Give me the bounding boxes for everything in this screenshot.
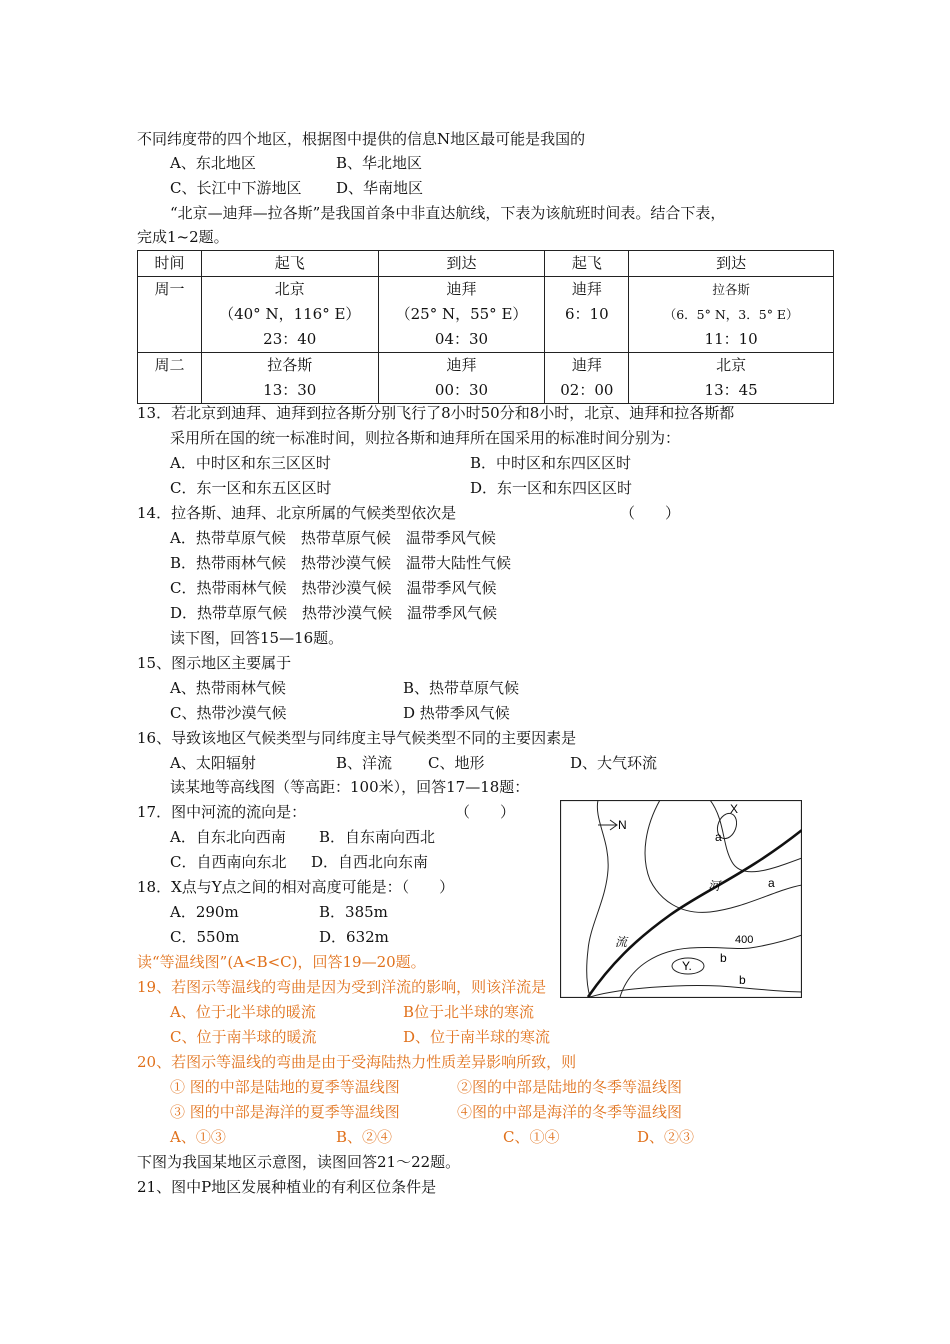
q19-option-a: A、位于北半球的暖流 — [170, 1003, 316, 1021]
q18-option-b: B．385m — [319, 903, 388, 921]
q13-option-a: A．中时区和东三区区时 — [170, 454, 331, 472]
intro-option-b: B、华北地区 — [336, 154, 423, 172]
header-arrive-2: 到达 — [629, 251, 834, 277]
contour-label-a1: a — [715, 830, 722, 844]
q16-option-c: C、地形 — [428, 754, 485, 772]
q18-stem: 18．X点与Y点之间的相对高度可能是：（ ） — [137, 878, 455, 896]
table-cell: 迪拜 00：30 — [378, 353, 545, 404]
flight-intro-line2: 完成1~2题。 — [137, 228, 229, 246]
q14-option-b: B．热带雨林气候 热带沙漠气候 温带大陆性气候 — [170, 554, 512, 572]
read-21-22: 下图为我国某地区示意图，读图回答21～22题。 — [137, 1153, 461, 1171]
q21-stem: 21、图中P地区发展种植业的有利区位条件是 — [137, 1178, 437, 1196]
q19-option-c: C、位于南半球的暖流 — [170, 1028, 317, 1046]
table-cell: 北京 13：45 — [629, 353, 834, 404]
q15-option-a: A、热带雨林气候 — [170, 679, 286, 697]
q13-stem-2: 采用所在国的统一标准时间，则拉各斯和迪拜所在国采用的标准时间分别为： — [170, 429, 681, 447]
q17-stem: 17．图中河流的流向是： — [137, 803, 307, 821]
q16-option-a: A、太阳辐射 — [170, 754, 256, 772]
map-frame — [561, 801, 802, 998]
q20-option-b: B、②④ — [336, 1128, 393, 1146]
q20-statement-3: ③ 图的中部是海洋的夏季等温线图 — [170, 1103, 400, 1121]
table-cell: 迪拜 6：10 — [545, 277, 629, 353]
q14-option-d: D．热带草原气候 热带沙漠气候 温带季风气候 — [170, 604, 498, 622]
q19-stem: 19、若图示等温线的弯曲是因为受到洋流的影响，则该洋流是 — [137, 978, 547, 996]
point-x-label: X — [730, 802, 739, 816]
intro-option-d: D、华南地区 — [336, 179, 424, 197]
read-19-20: 读“等温线图”(A<B<C)，回答19—20题。 — [137, 953, 426, 971]
q14-stem: 14．拉各斯、迪拜、北京所属的气候类型依次是 — [137, 504, 457, 522]
contour-label-b1: b — [720, 951, 727, 965]
q17-answer-paren: （ ） — [455, 803, 516, 821]
table-cell: 迪拜 （25° N，55° E） 04：30 — [378, 277, 545, 353]
q17-option-c: C．自西南向东北 — [170, 853, 287, 871]
table-row — [138, 353, 834, 404]
contour-label-400: 400 — [735, 934, 754, 946]
table-cell: 拉各斯 13：30 — [201, 353, 378, 404]
q15-stem: 15、图示地区主要属于 — [137, 654, 292, 672]
intro-option-c: C、长江中下游地区 — [170, 179, 302, 197]
q15-option-d: D 热带季风气候 — [403, 704, 510, 722]
intro-option-a: A、东北地区 — [170, 154, 256, 172]
q17-option-b: B．自东南向西北 — [319, 828, 436, 846]
q20-option-d: D、②③ — [637, 1128, 695, 1146]
q20-option-a: A、①③ — [170, 1128, 226, 1146]
header-arrive-1: 到达 — [378, 251, 545, 277]
flight-schedule-table — [137, 250, 834, 404]
q17-option-a: A．自东北向西南 — [170, 828, 286, 846]
q17-option-d: D．自西北向东南 — [311, 853, 429, 871]
q14-option-a: A．热带草原气候 热带草原气候 温带季风气候 — [170, 529, 496, 547]
q16-option-d: D、大气环流 — [570, 754, 658, 772]
q13-option-b: B．中时区和东四区区时 — [470, 454, 632, 472]
table-header-row — [138, 251, 834, 277]
q20-statement-4: ④图的中部是海洋的冬季等温线图 — [457, 1103, 683, 1121]
q19-option-d: D、位于南半球的寒流 — [403, 1028, 551, 1046]
q20-statement-2: ②图的中部是陆地的冬季等温线图 — [457, 1078, 683, 1096]
table-cell: 北京 （40° N，116° E） 23：40 — [201, 277, 378, 353]
north-label: N — [618, 818, 627, 832]
q20-stem: 20、若图示等温线的弯曲是由于受海陆热力性质差异影响所致，则 — [137, 1053, 577, 1071]
day-cell: 周一 — [138, 277, 202, 353]
q18-option-c: C．550m — [170, 928, 240, 946]
day-cell: 周二 — [138, 353, 202, 404]
river-label-2: 流 — [615, 935, 628, 949]
q18-option-a: A．290m — [170, 903, 239, 921]
q13-option-d: D．东一区和东四区区时 — [470, 479, 633, 497]
table-row — [138, 277, 834, 353]
q16-option-b: B、洋流 — [336, 754, 393, 772]
contour-map — [560, 800, 802, 998]
point-y-label: Y. — [682, 959, 692, 973]
table-cell: 迪拜 02：00 — [545, 353, 629, 404]
flight-intro-line1: “北京—迪拜—拉各斯”是我国首条中非直达航线，下表为该航班时间表。结合下表， — [170, 204, 726, 222]
contour-label-b2: b — [739, 973, 746, 987]
q14-answer-paren: （ ） — [620, 504, 681, 522]
read-17-18: 读某地等高线图（等高距：100米），回答17—18题： — [170, 778, 530, 796]
q18-option-d: D．632m — [319, 928, 389, 946]
q13-stem-1: 13．若北京到迪拜、迪拜到拉各斯分别飞行了8小时50分和8小时，北京、迪拜和拉各斯都 — [137, 404, 735, 422]
header-depart-1: 起飞 — [201, 251, 378, 277]
header-depart-2: 起飞 — [545, 251, 629, 277]
q15-option-b: B、热带草原气候 — [403, 679, 520, 697]
q20-statement-1: ① 图的中部是陆地的夏季等温线图 — [170, 1078, 400, 1096]
contour-label-a2: a — [768, 876, 775, 890]
q15-option-c: C、热带沙漠气候 — [170, 704, 287, 722]
q19-option-b: B位于北半球的寒流 — [403, 1003, 535, 1021]
river-label-1: 河 — [708, 879, 721, 893]
header-time: 时间 — [138, 251, 202, 277]
q14-option-c: C．热带雨林气候 热带沙漠气候 温带季风气候 — [170, 579, 497, 597]
q16-stem: 16、导致该地区气候类型与同纬度主导气候类型不同的主要因素是 — [137, 729, 577, 747]
table-cell: 拉各斯 （6．5° N，3．5° E） 11：10 — [629, 277, 834, 353]
q13-option-c: C．东一区和东五区区时 — [170, 479, 332, 497]
intro-stem: 不同纬度带的四个地区，根据图中提供的信息N地区最可能是我国的 — [137, 130, 586, 148]
q20-option-c: C、①④ — [503, 1128, 560, 1146]
read-15-16: 读下图，回答15—16题。 — [170, 629, 344, 647]
